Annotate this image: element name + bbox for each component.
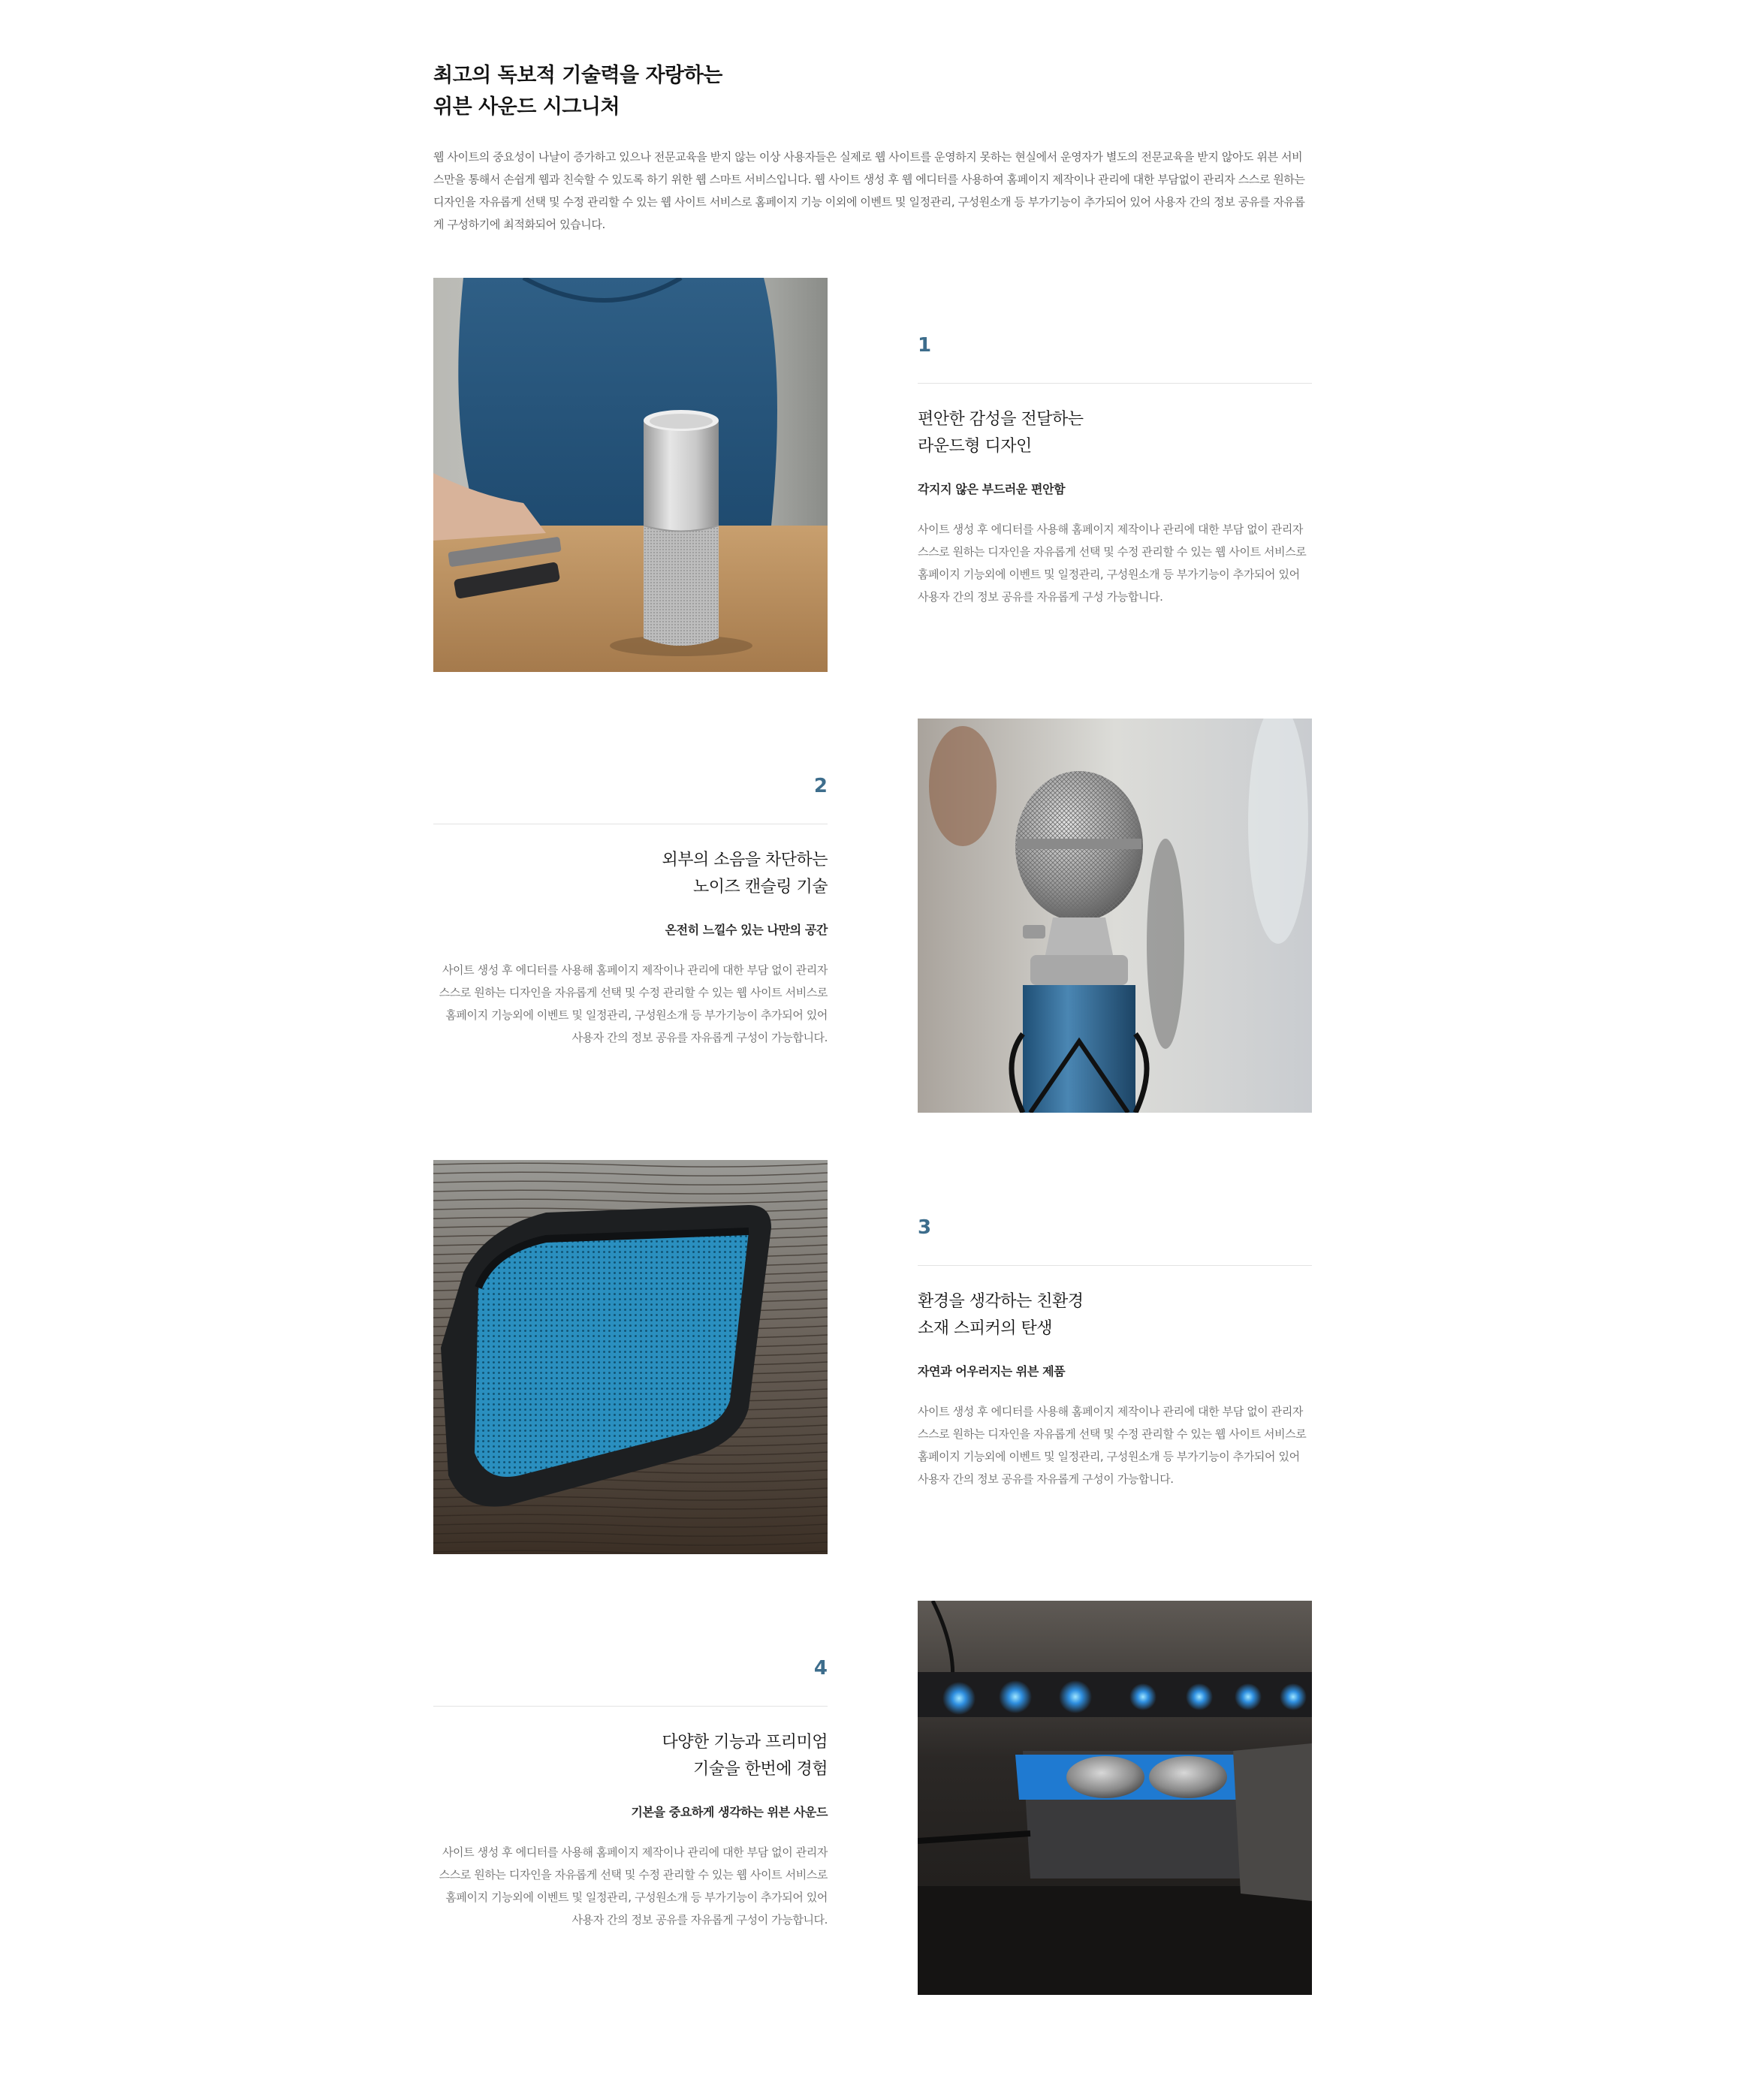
feature-title bbox=[433, 847, 828, 901]
feature-title-line2: 기술을 한번에 경험 bbox=[692, 1760, 828, 1779]
feature-number: 1 bbox=[918, 334, 932, 357]
feature-4 bbox=[433, 1601, 1312, 1995]
feature-title-line1: 외부의 소음을 차단하는 bbox=[662, 851, 828, 869]
intro-title-line2: 위븐 사운드 시그니처 bbox=[433, 95, 620, 119]
divider bbox=[918, 1265, 1312, 1266]
feature-subtitle: 기본을 중요하게 생각하는 위븐 사운드 bbox=[631, 1805, 828, 1819]
divider bbox=[918, 383, 1312, 384]
feature-1 bbox=[433, 278, 1312, 672]
microphone-photo bbox=[918, 719, 1312, 1113]
feature-title bbox=[433, 1729, 828, 1783]
feature-title-line2: 소재 스피커의 탄생 bbox=[918, 1319, 1053, 1338]
feature-subtitle: 온전히 느낄수 있는 나만의 공간 bbox=[665, 923, 828, 937]
intro-title-line1: 최고의 독보적 기술력을 자랑하는 bbox=[433, 64, 722, 87]
feature-2-text bbox=[433, 771, 828, 1049]
feature-subtitle: 자연과 어우러지는 위븐 제품 bbox=[918, 1364, 1066, 1378]
feature-3 bbox=[433, 1160, 1312, 1554]
bluetooth-speaker-photo-icon bbox=[433, 1160, 828, 1554]
microphone-photo-icon bbox=[918, 719, 1312, 1113]
feature-title bbox=[918, 1288, 1312, 1342]
bluetooth-speaker-photo bbox=[433, 1160, 828, 1554]
intro-title bbox=[433, 60, 1312, 123]
feature-title bbox=[918, 406, 1312, 460]
feature-title-line2: 라운드형 디자인 bbox=[918, 437, 1032, 456]
feature-description: 사이트 생성 후 에디터를 사용해 홈페이지 제작이나 관리에 대한 부담 없이 관리자 스스로 원하는 디자인을 자유롭게 선택 및 수정 관리할 수 있는 웹 사이트 서비스로 홈페이지 기능외에 이벤트 및 일정관리, 구성원소개 등 부가기능이 추가되어 있어 사용자 간의 정보 공유를 자유롭게 구성이 가능합니다. bbox=[439, 1845, 828, 1927]
audio-mixer-photo bbox=[918, 1601, 1312, 1995]
feature-2 bbox=[433, 719, 1312, 1113]
round-speaker-photo-icon bbox=[433, 278, 828, 672]
feature-description: 사이트 생성 후 에디터를 사용해 홈페이지 제작이나 관리에 대한 부담 없이 관리자 스스로 원하는 디자인을 자유롭게 선택 및 수정 관리할 수 있는 웹 사이트 서비스로 홈페이지 기능외에 이벤트 및 일정관리, 구성원소개 등 부가기능이 추가되어 있어 사용자 간의 정보 공유를 자유롭게 구성이 가능합니다. bbox=[918, 1405, 1307, 1486]
intro-section bbox=[433, 60, 1312, 236]
feature-number: 3 bbox=[918, 1216, 932, 1239]
feature-subtitle: 각지지 않은 부드러운 편안함 bbox=[918, 482, 1066, 496]
feature-number: 2 bbox=[813, 775, 828, 797]
feature-description: 사이트 생성 후 에디터를 사용해 홈페이지 제작이나 관리에 대한 부담 없이 관리자 스스로 원하는 디자인을 자유롭게 선택 및 수정 관리할 수 있는 웹 사이트 서비스로 홈페이지 기능외에 이벤트 및 일정관리, 구성원소개 등 부가기능이 추가되어 있어 사용자 간의 정보 공유를 자유롭게 구성이 가능합니다. bbox=[439, 963, 828, 1044]
feature-4-text bbox=[433, 1653, 828, 1931]
feature-title-line1: 편안한 감성을 전달하는 bbox=[918, 410, 1084, 429]
round-speaker-photo bbox=[433, 278, 828, 672]
feature-title-line2: 노이즈 캔슬링 기술 bbox=[692, 878, 828, 896]
feature-title-line1: 환경을 생각하는 친환경 bbox=[918, 1292, 1084, 1311]
audio-mixer-photo-icon bbox=[918, 1601, 1312, 1995]
feature-number: 4 bbox=[813, 1657, 828, 1680]
feature-3-text bbox=[918, 1213, 1312, 1490]
feature-description: 사이트 생성 후 에디터를 사용해 홈페이지 제작이나 관리에 대한 부담 없이 관리자 스스로 원하는 디자인을 자유롭게 선택 및 수정 관리할 수 있는 웹 사이트 서비스로 홈페이지 기능외에 이벤트 및 일정관리, 구성원소개 등 부가기능이 추가되어 있어 사용자 간의 정보 공유를 자유롭게 구성 가능합니다. bbox=[918, 523, 1307, 604]
divider bbox=[433, 1706, 828, 1707]
feature-1-text bbox=[918, 330, 1312, 608]
intro-body: 웹 사이트의 중요성이 나날이 증가하고 있으나 전문교육을 받지 않는 이상 사용자들은 실제로 웹 사이트를 운영하지 못하는 현실에서 운영자가 별도의 전문교육을 받지 않아도 위븐 서비스만을 통해서 손쉽게 웹과 친숙할 수 있도록 하기 위한 웹 스마트 서비스입니다. 웹 사이트 생성 후 웹 에디터를 사용하여 홈페이지 제작이나 관리에 대한 부담없이 관리자 스스로 원하는 디자인을 자유롭게 선택 및 수정 관리할 수 있는 웹 사이트 서비스로 홈페이지 기능 이외에 이벤트 및 일정관리, 구성원소개 등 부가기능이 추가되어 있어 사용자 간의 정보 공유를 자유롭게 구성하기에 최적화되어 있습니다. bbox=[433, 150, 1305, 231]
feature-title-line1: 다양한 기능과 프리미엄 bbox=[662, 1733, 828, 1752]
